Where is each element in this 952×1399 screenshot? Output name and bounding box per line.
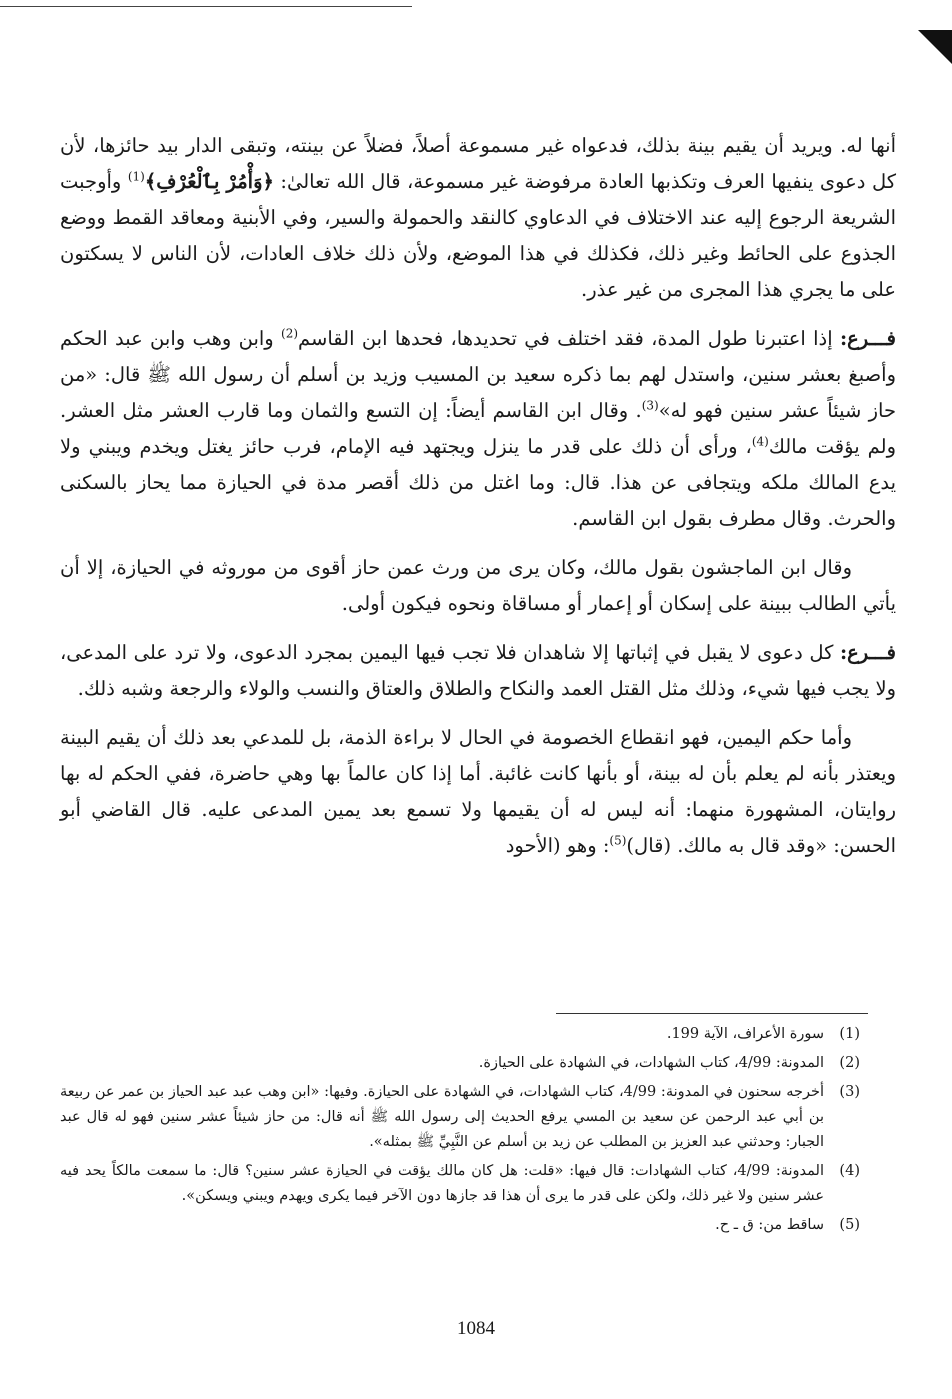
paragraph-3: وقال ابن الماجشون بقول مالك، وكان يرى من ورث عمن حاز أقوى من موروثه في الحيازة، إلا أن يأتي الطالب ببينة على إسكان أو إعمار أو مساقاة ونحوه فيكون أولى. bbox=[60, 556, 896, 615]
paragraph-text: أنها له. ويريد أن يقيم بينة بذلك، فدعواه غير مسموعة أصلاً، فضلاً عن بينته، وتبقى الدار بيد حائزها، لأن كل دعوى ينفيها العرف وتكذبها العادة مرفوضة غير مسموعة، قال الله تعالىٰ: bbox=[60, 134, 897, 193]
footnote-number: (1) bbox=[839, 1026, 860, 1042]
main-text bbox=[60, 128, 896, 864]
footnote bbox=[60, 1022, 860, 1047]
footnote bbox=[60, 1159, 860, 1209]
footnote-ref-4: (4) bbox=[751, 434, 769, 449]
section-label-far: فـــرع: bbox=[839, 641, 896, 664]
footnote-text: المدونة: 4/99، كتاب الشهادات، في الشهادة على الحيازة. bbox=[478, 1055, 824, 1071]
paragraph-text: : وهو (الأحود bbox=[505, 834, 610, 857]
paragraph-2 bbox=[60, 321, 896, 537]
quran-verse: ﴿وَأْمُرْ بِٱلْعُرْفِ﴾ bbox=[144, 170, 274, 193]
footnote-number: (4) bbox=[839, 1163, 860, 1179]
footnote-number: (5) bbox=[839, 1217, 860, 1233]
footnote-text: أخرجه سحنون في المدونة: 4/99، كتاب الشهادات، في الشهادة على الحيازة. وفيها: «ابن وهب عبد عبد الحياز بن عمر عن ربيعة بن أبي عبد الرحمن عن سعيد بن المسي يرفع الحديث إلى رسول الله ﷺ أنه قال: من حاز شيئاً عشر سنين فهو له قال عبد الجبار: وحدثني عبد العزيز بن المطلب عن زيد بن أسلم عن النَّبِيِّ ﷺ بمثله». bbox=[60, 1084, 824, 1150]
footnote-ref-3: (3) bbox=[641, 398, 659, 413]
footnote bbox=[60, 1051, 860, 1076]
footnote-text: المدونة: 4/99، كتاب الشهادات: قال فيها: «قلت: هل كان مالك يؤقت في الحيازة عشر سنين؟ قال: ما سمعت مالكاً يحد فيه عشر سنين ولا غير ذلك، ولكن على قدر ما يرى أن هذا قد جازها دون الآخر فيما يكرى ويهدم ويبني ويسكن». bbox=[60, 1163, 824, 1204]
paragraph-text: . وقال ابن القاسم أيضاً: إن التسع والثمان وما قارب العشر مثل العشر. ولم يؤقت مالك bbox=[60, 399, 896, 458]
footnote-ref-2: (2) bbox=[281, 326, 299, 341]
footnote bbox=[60, 1213, 860, 1238]
paragraph-text: ، ورأى أن ذلك على قدر ما ينزل ويجتهد فيه الإمام، فرب حائز يغتل ويخدم ويبني ولا يدع المالك ملكه ويتجافى عن هذا. قال: وما اغتل من ذلك أقصر مدة في الحيازة مما يحاز بالسكنى والحرث. وقال مطرف بقول ابن القاسم. bbox=[60, 435, 896, 530]
footnote-number: (3) bbox=[839, 1084, 860, 1100]
paragraph-text: وأما حكم اليمين، فهو انقطاع الخصومة في الحال لا براءة الذمة، بل للمدعي بعد ذلك أن يقيم البينة ويعتذر بأنه لم يعلم بأن له بينة، أو بأنها كانت غائبة. أما إذا كان عالماً بها وهي حاضرة، ففي الحكم له بها روايتان، المشهورة منهما: أنه ليس له أن يقيمها ولا تسمع بعد يمين المدعى عليه. قال القاضي أبو الحسن: «وقد قال به مالك. (قال) bbox=[60, 726, 896, 857]
paragraph-4 bbox=[60, 635, 896, 707]
footnote-ref-1: (1) bbox=[127, 169, 145, 184]
footnote-text: سورة الأعراف، الآية 199. bbox=[666, 1026, 824, 1042]
footnote-ref-5: (5) bbox=[609, 833, 627, 848]
paragraph-text: وأوجبت الشريعة الرجوع إليه عند الاختلاف في الدعاوي كالنقد والحمولة والسير، وفي الأبنية ومعاقد القمط ووضع الجذوع على الحائط وغير ذلك، فكذلك في هذا الموضع، ولأن ذلك خلاف العادات، لأن الناس لا يسكتون على ما يجري هذا المجرى من غير عذر. bbox=[60, 170, 896, 301]
section-label-far: فـــرع: bbox=[839, 327, 897, 350]
footnote bbox=[60, 1080, 860, 1155]
black-triangle-icon bbox=[918, 30, 952, 64]
paragraph-text: كل دعوى لا يقبل في إثباتها إلا شاهدان فلا تجب فيها اليمين بمجرد الدعوى، ولا ترد على المدعى، ولا يجب فيها شيء، وذلك مثل القتل العمد والنكاح والطلاق والعتاق والنسب والولاء والرجعة وشبه ذلك. bbox=[60, 641, 896, 700]
footnote-text: ساقط من: ق ـ ح. bbox=[715, 1217, 824, 1233]
paragraph-text: إذا اعتبرنا طول المدة، فقد اختلف في تحديدها، فحدها ابن القاسم bbox=[298, 327, 840, 350]
page-number: 1084 bbox=[457, 1318, 495, 1339]
footnote-number: (2) bbox=[839, 1055, 860, 1071]
paragraph-5 bbox=[60, 720, 896, 864]
paragraph-1 bbox=[60, 128, 896, 308]
footnote-divider bbox=[556, 1013, 868, 1014]
top-rule bbox=[0, 6, 412, 7]
footnotes bbox=[60, 1022, 860, 1242]
paragraph-text: وابن وهب وابن عبد الحكم وأصبغ بعشر سنين، واستدل لهم بما ذكره سعيد بن المسيب وزيد بن أسلم أن رسول الله ﷺ قال: «من حاز شيئاً عشر سنين فهو له» bbox=[60, 327, 897, 422]
